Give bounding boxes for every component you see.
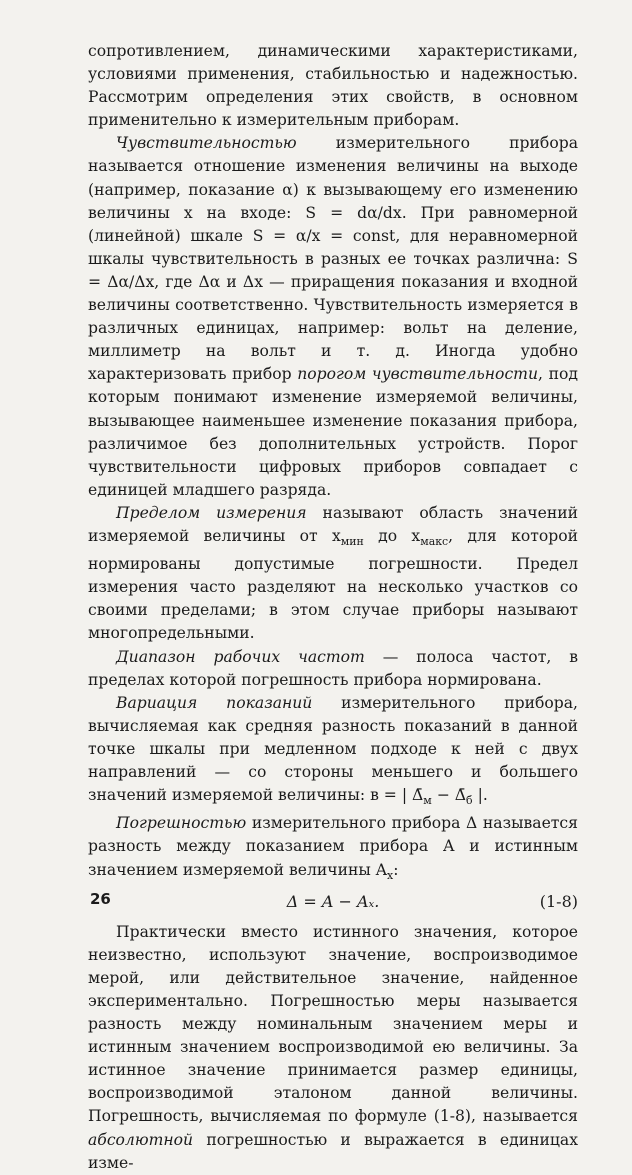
- formula: Δ = A − Aₓ.: [286, 891, 380, 911]
- italic-term: Чувствительностью: [116, 134, 297, 153]
- paragraph-p4: [88, 646, 578, 692]
- text-run: сопротивлением, динамическими характеристиками, условиями применения, стабильностью и надежностью. Рассмотрим определения этих свойств, в основном применительно к измерительным приборам.: [88, 42, 578, 130]
- text-run: погрешностью и выражается в единицах изме-: [88, 1130, 578, 1172]
- subscript: м: [423, 794, 432, 808]
- text-run: измерительного прибора называется отношение изменения величины на выходе (например, показание α) к вызывающему его изменению величины x на входе: S = dα/dx. При равномерной (линейной) шкале S = α/x = const, для неравномерной шкалы чувствительность в разных ее точках различна: S = Δα/Δx, где Δα и Δx — приращения показания и входной величины соответственно. Чувствительность измеряется в различных единицах, например: вольт на деление, миллиметр на вольт и т. д. Иногда удобно характеризовать прибор: [88, 134, 578, 384]
- text-run: называют область значений измеряемой величины от x: [88, 503, 578, 545]
- paragraph-p1: [88, 40, 578, 132]
- text-run: |.: [472, 786, 488, 805]
- subscript: макс: [420, 535, 449, 549]
- text-run: , под которым понимают изменение измеряемой величины, вызывающее наименьшее изменение показания прибора, различимое без дополнительных устройств. Порог чувствительности цифровых приборов совпадает с единицей младшего разряда.: [88, 365, 578, 499]
- paragraph-p2: [88, 132, 578, 502]
- text-run: измерительного прибора, вычисляемая как средняя разность показаний в данной точке шкалы при медленном подходе к ней с двух направлений — со стороны меньшего и большего значений измеряемой величины: в = | Δ̄: [88, 693, 579, 805]
- text-run: , для которой нормированы допустимые погрешности. Предел измерения часто разделяют на несколько участков со своими пределами; в этом случае приборы называют многопредельными.: [88, 526, 578, 643]
- italic-term: абсолютной: [88, 1130, 194, 1149]
- text-run: — полоса частот, в пределах которой погрешность прибора нормирована.: [88, 647, 578, 689]
- page-body: [88, 40, 578, 1175]
- subscript: x: [387, 868, 394, 882]
- italic-term: Погрешностью: [116, 814, 247, 833]
- italic-term: порогом чувствительности: [297, 365, 539, 384]
- paragraph-p3: [88, 502, 578, 646]
- subscript: б: [466, 794, 473, 808]
- text-run: до x: [363, 526, 421, 545]
- text-run: − Δ̄: [431, 786, 467, 805]
- paragraph-p5: [88, 692, 578, 813]
- text-run: Практически вместо истинного значения, которое неизвестно, используют значение, воспроизводимое мерой, или действительное значение, найденное экспериментально. Погрешностью меры называется разность между номинальным значением меры и истинным значением воспроизводимой ею величины. За истинное значение принимается размер единицы, воспроизводимой эталоном данной величины. Погрешность, вычисляемая по формуле (1-8), называется: [88, 922, 578, 1126]
- subscript: мин: [340, 535, 364, 549]
- text-run: :: [393, 860, 399, 879]
- italic-term: Вариация показаний: [116, 693, 313, 712]
- page-number: 26: [90, 890, 111, 908]
- text-block-before-formula: [88, 40, 578, 887]
- formula-row: [88, 887, 578, 921]
- paragraph-p6: [88, 812, 578, 886]
- text-run: измерительного прибора Δ называется разность между показанием прибора A и истинным значением измеряемой величины A: [88, 814, 578, 879]
- italic-term: Пределом измерения: [116, 503, 307, 522]
- paragraph-p7: [88, 921, 578, 1175]
- formula-number: (1-8): [539, 891, 578, 911]
- text-block-after-formula: [88, 921, 578, 1175]
- italic-term: Диапазон рабочих частот: [116, 647, 365, 666]
